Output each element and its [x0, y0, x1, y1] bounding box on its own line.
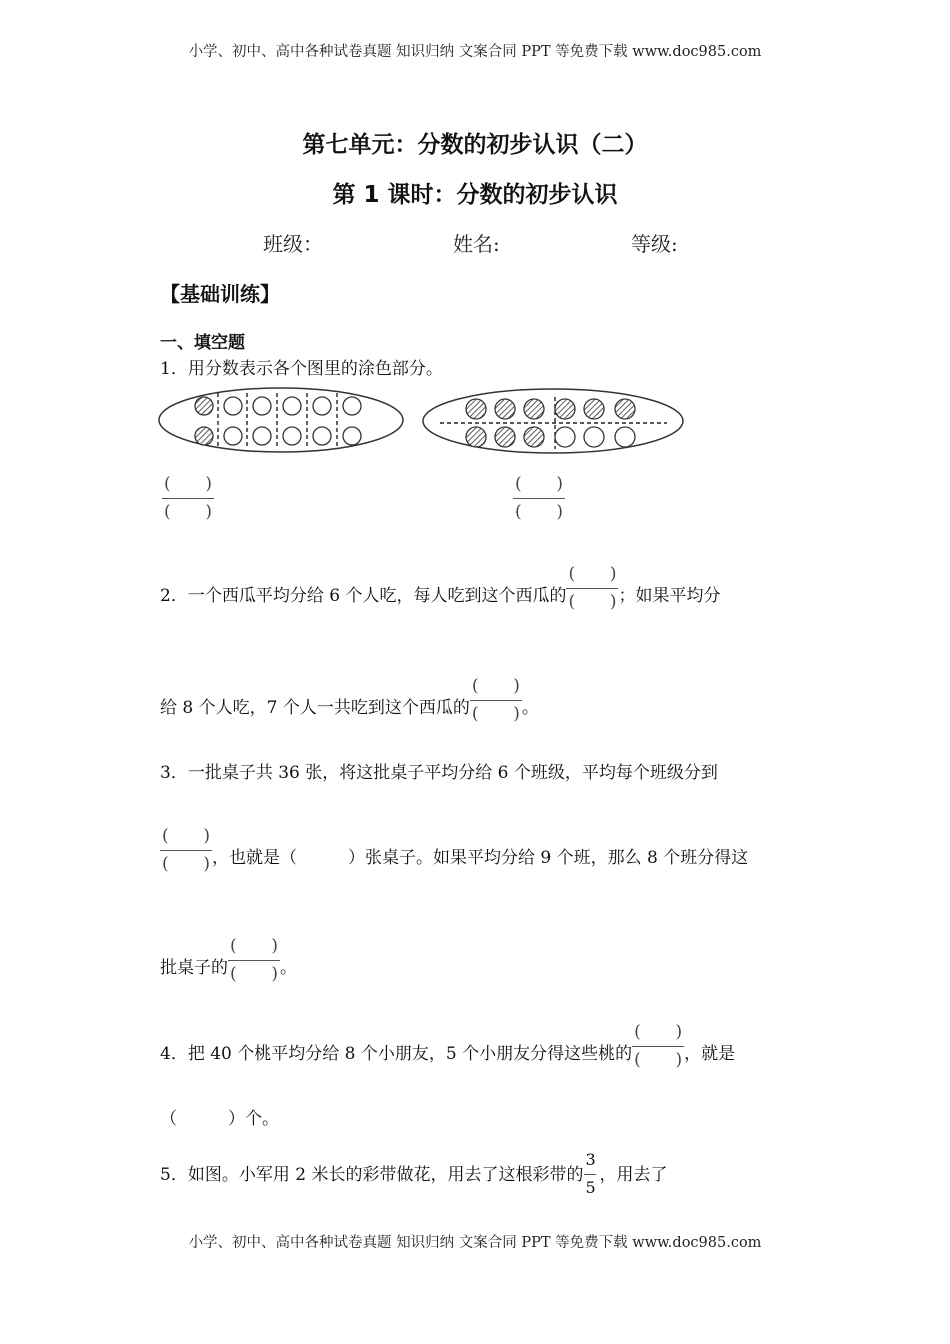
- q2-answer-2[interactable]: ( ) ( ): [471, 675, 520, 724]
- q1-answer-b[interactable]: ( ) ( ): [515, 474, 563, 522]
- header-banner: 小学、初中、高中各种试卷真题 知识归纳 文案合同 PPT 等免费下载 www.doc985.com: [188, 44, 762, 60]
- figure-a-ellipse: [157, 385, 407, 455]
- name-label: 姓名:: [453, 232, 500, 256]
- q2-answer-1[interactable]: ( ) ( ): [568, 563, 617, 612]
- q1-answer-a[interactable]: ( ) ( ): [164, 474, 212, 522]
- q3-answer-2[interactable]: ( ) ( ): [230, 935, 278, 984]
- footer-banner: 小学、初中、高中各种试卷真题 知识归纳 文案合同 PPT 等免费下载 www.doc985.com: [188, 1235, 762, 1251]
- part-heading: 一、填空题: [160, 333, 245, 353]
- class-label: 班级：: [263, 232, 323, 256]
- question-3-line-3: 批桌子的 ( ) ( ) 。: [160, 930, 297, 1006]
- q4-answer-1[interactable]: ( ) ( ): [634, 1021, 683, 1070]
- q3-answer-1[interactable]: ( ) ( ): [162, 825, 210, 874]
- q5-fraction-three-fifths: $\frac{3}{5}$: [585, 1149, 596, 1197]
- question-3-line-1: 3．一批桌子共 36 张，将这批桌子平均分给 6 个班级，平均每个班级分到: [160, 763, 718, 783]
- grade-label: 等级:: [631, 232, 678, 256]
- question-1: 1．用分数表示各个图里的涂色部分。: [160, 359, 443, 379]
- question-2-line-1: 2．一个西瓜平均分给 6 个人吃，每人吃到这个西瓜的 ( ) ( ) ；如果平均分: [160, 558, 720, 634]
- question-4-line-2: （ ）个。: [160, 1109, 279, 1129]
- page-subtitle: 第 1 课时：分数的初步认识: [332, 182, 618, 208]
- page-title: 第七单元：分数的初步认识（二）: [302, 132, 648, 158]
- question-5-line-1: 5．如图。小军用 2 米长的彩带做花，用去了这根彩带的 $\frac{3}{5}$ ，用去了: [160, 1140, 667, 1210]
- figure-b-ellipse: [422, 385, 687, 455]
- question-2-line-2: 给 8 个人吃，7 个人一共吃到这个西瓜的 ( ) ( ) 。: [160, 670, 539, 746]
- section-heading: 【基础训练】: [160, 282, 280, 306]
- question-4-line-1: 4．把 40 个桃平均分给 8 个小朋友，5 个小朋友分得这些桃的 ( ) ( ) ，就是: [160, 1016, 735, 1092]
- question-3-line-2: ( ) ( ) ，也就是（ ）张桌子。如果平均分给 9 个班，那么 8 个班分得这: [160, 820, 748, 896]
